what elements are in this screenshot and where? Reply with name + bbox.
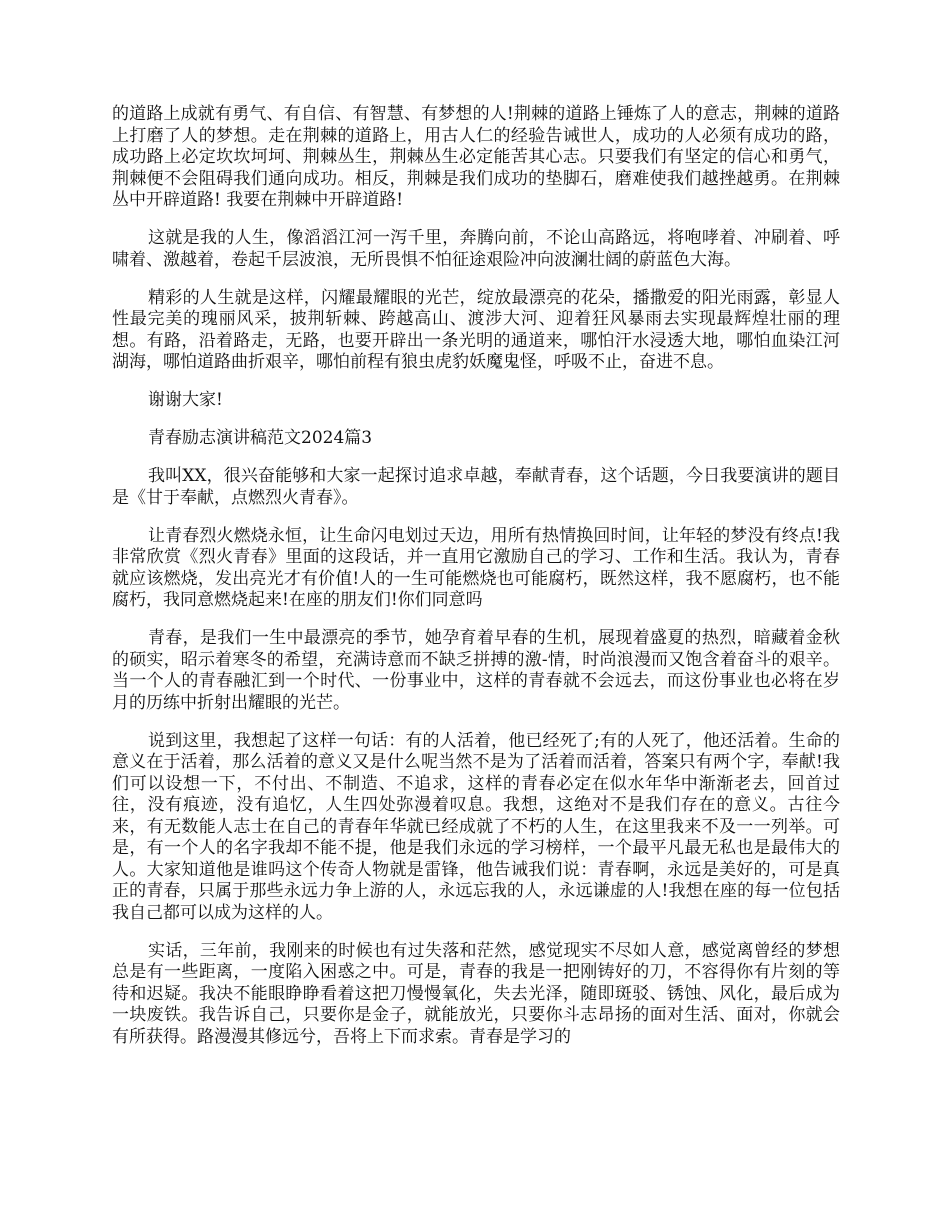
paragraph-life: 这就是我的人生，像滔滔江河一泻千里，奔腾向前，不论山高路远，将咆哮着、冲刷着、呼啸着、激越着，卷起千层波浪，无所畏惧不怕征途艰险冲向波澜壮阔的蔚蓝色大海。 [112,228,840,270]
paragraph-three-years-ago: 实话，三年前，我刚来的时候也有过失落和茫然，感觉现实不尽如人意，感觉离曾经的梦想总是有一些距离，一度陷入困惑之中。可是，青春的我是一把刚铸好的刀，不容得你有片刻的等待和迟疑。我决不能眼睁睁看着这把刀慢慢氧化，失去光泽，随即斑驳、锈蚀、风化，最后成为一块废铁。我告诉自己，只要你是金子，就能放光，只要你斗志昂扬的面对生活、面对，你就会有所获得。路漫漫其修远兮，吾将上下而求索。青春是学习的 [112,940,840,1047]
paragraph-youth-season: 青春，是我们一生中最漂亮的季节，她孕育着早春的生机，展现着盛夏的热烈，暗藏着金秋的硕实，昭示着寒冬的希望，充满诗意而不缺乏拼搏的激-情，时尚浪漫而又饱含着奋斗的艰辛。当一个人的青春融汇到一个时代、一份事业中，这样的青春就不会远去，而这份事业也必将在岁月的历练中折射出耀眼的光芒。 [112,628,840,713]
paragraph-intro: 我叫XX，很兴奋能够和大家一起探讨追求卓越，奉献青春，这个话题，今日我要演讲的题目是《甘于奉献，点燃烈火青春》。 [112,466,840,508]
paragraph-thanks: 谢谢大家! [148,390,223,410]
paragraph-youth-fire: 让青春烈火燃烧永恒，让生命闪电划过天边，用所有热情换回时间，让年轻的梦没有终点!我非常欣赏《烈火青春》里面的这段话，并一直用它激励自己的学习、工作和生活。我认为，青春就应该燃烧，发出亮光才有价值!人的一生可能燃烧也可能腐朽，既然这样，我不愿腐朽，也不能腐朽，我同意燃烧起来!在座的朋友们!你们同意吗 [112,525,840,610]
section-heading: 青春励志演讲稿范文2024篇3 [148,428,373,448]
paragraph-wonderful-life: 精彩的人生就是这样，闪耀最耀眼的光芒，绽放最漂亮的花朵，播撒爱的阳光雨露，彰显人性最完美的瑰丽风采，披荆斩棘、跨越高山、渡涉大河、迎着狂风暴雨去实现最辉煌壮丽的理想。有路，沿着路走，无路，也要开辟出一条光明的通道来，哪怕汗水浸透大地，哪怕血染江河湖海，哪怕道路曲折艰辛，哪怕前程有狼虫虎豹妖魔鬼怪，呼吸不止，奋进不息。 [112,287,840,372]
paragraph-meaning-of-life: 说到这里，我想起了这样一句话：有的人活着，他已经死了;有的人死了，他还活着。生命的意义在于活着，那么活着的意义又是什么呢当然不是为了活着而活着，答案只有两个字，奉献!我们可以设想一下，不付出、不制造、不追求，这样的青春必定在似水年华中渐渐老去，回首过往，没有痕迹，没有追忆，人生四处弥漫着叹息。我想，这绝对不是我们存在的意义。古往今来，有无数能人志士在自己的青春年华就已经成就了不朽的人生，在这里我来不及一一列举。可是，有一个人的名字我却不能不提，他是我们永远的学习榜样，一个最平凡最无私也是最伟大的人。大家知道他是谁吗这个传奇人物就是雷锋，他告诫我们说：青春啊，永远是美好的，可是真正的青春，只属于那些永远力争上游的人，永远忘我的人，永远谦虚的人!我想在座的每一位包括我自己都可以成为这样的人。 [112,730,840,923]
document-body [112,104,840,1065]
paragraph-continued: 的道路上成就有勇气、有自信、有智慧、有梦想的人!荆棘的道路上锤炼了人的意志，荆棘的道路上打磨了人的梦想。走在荆棘的道路上，用古人仁的经验告诫世人，成功的人必须有成功的路，成功路上必定坎坎坷坷、荆棘丛生，荆棘丛生必定能苦其心志。只要我们有坚定的信心和勇气，荆棘便不会阻碍我们通向成功。相反，荆棘是我们成功的垫脚石，磨难使我们越挫越勇。在荆棘丛中开辟道路! 我要在荆棘中开辟道路! [112,104,840,210]
